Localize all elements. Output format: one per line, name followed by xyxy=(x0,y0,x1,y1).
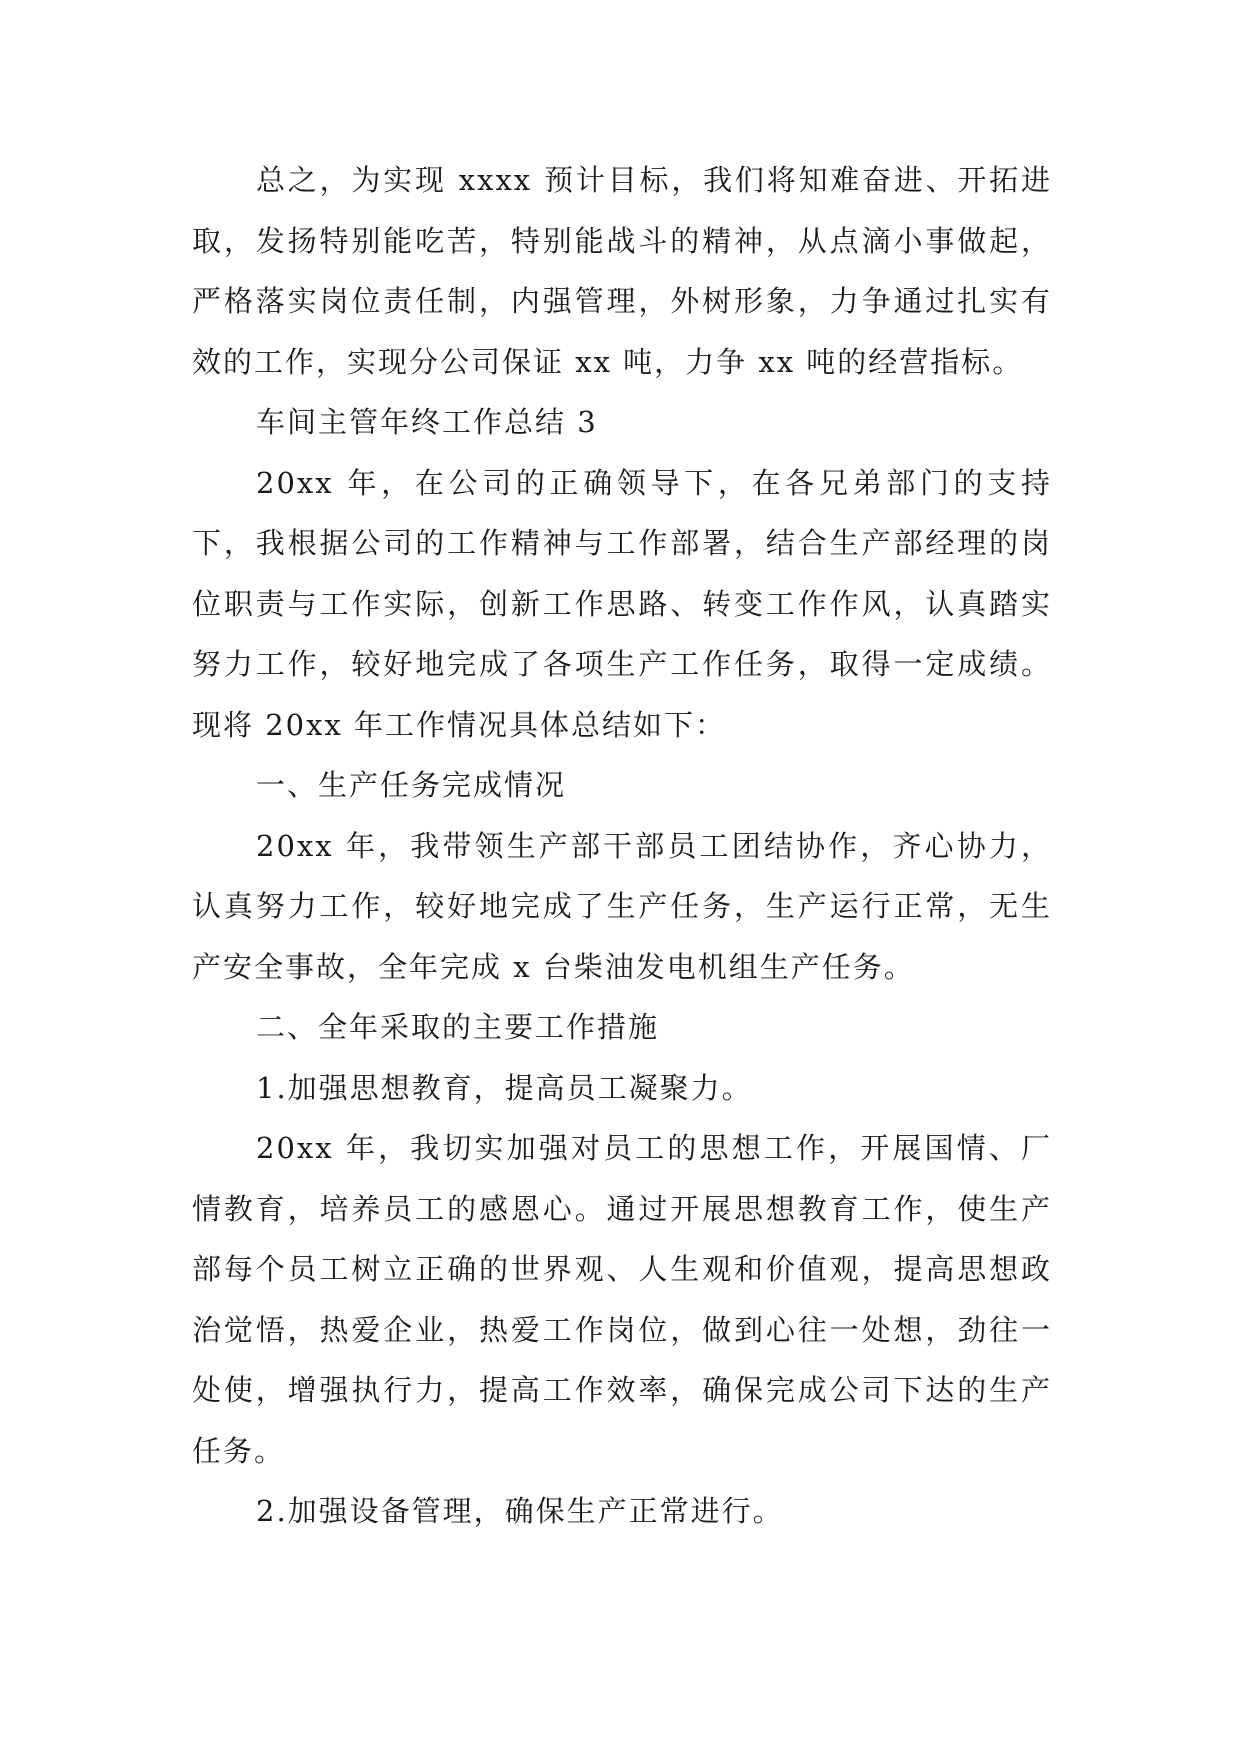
section-title: 车间主管年终工作总结 3 xyxy=(256,405,598,439)
heading-production-tasks: 一、生产任务完成情况 xyxy=(256,768,567,802)
heading-main-measures: 二、全年采取的主要工作措施 xyxy=(256,1010,660,1044)
paragraph-measure-1: 20xx 年，我切实加强对员工的思想工作，开展国情、厂情教育，培养员工的感恩心。通过开展思想教育工作，使生产部每个员工树立正确的世界观、人生观和价值观，提高思想政治觉悟，热爱企业，热爱工作岗位，做到心往一处想，劲往一处使，增强执行力，提高工作效率，确保完成公司下达的生产任务。 xyxy=(192,1131,1052,1468)
heading-measure-2: 2.加强设备管理，确保生产正常进行。 xyxy=(256,1494,784,1528)
paragraph-production-tasks: 20xx 年，我带领生产部干部员工团结协作，齐心协力，认真努力工作，较好地完成了生产任务，生产运行正常，无生产安全事故，全年完成 x 台柴油发电机组生产任务。 xyxy=(192,828,1052,984)
document-body xyxy=(192,150,1052,1542)
heading-measure-1: 1.加强思想教育，提高员工凝聚力。 xyxy=(256,1070,753,1105)
paragraph-intro: 20xx 年，在公司的正确领导下，在各兄弟部门的支持下，我根据公司的工作精神与工作部署，结合生产部经理的岗位职责与工作实际，创新工作思路、转变工作作风，认真踏实努力工作，较好地完成了各项生产工作任务，取得一定成绩。现将 20xx 年工作情况具体总结如下： xyxy=(192,465,1052,742)
paragraph-summary: 总之，为实现 xxxx 预计目标，我们将知难奋进、开拓进取，发扬特别能吃苦，特别能战斗的精神，从点滴小事做起，严格落实岗位责任制，内强管理，外树形象，力争通过扎实有效的工作，实现分公司保证 xx 吨，力争 xx 吨的经营指标。 xyxy=(192,163,1052,379)
